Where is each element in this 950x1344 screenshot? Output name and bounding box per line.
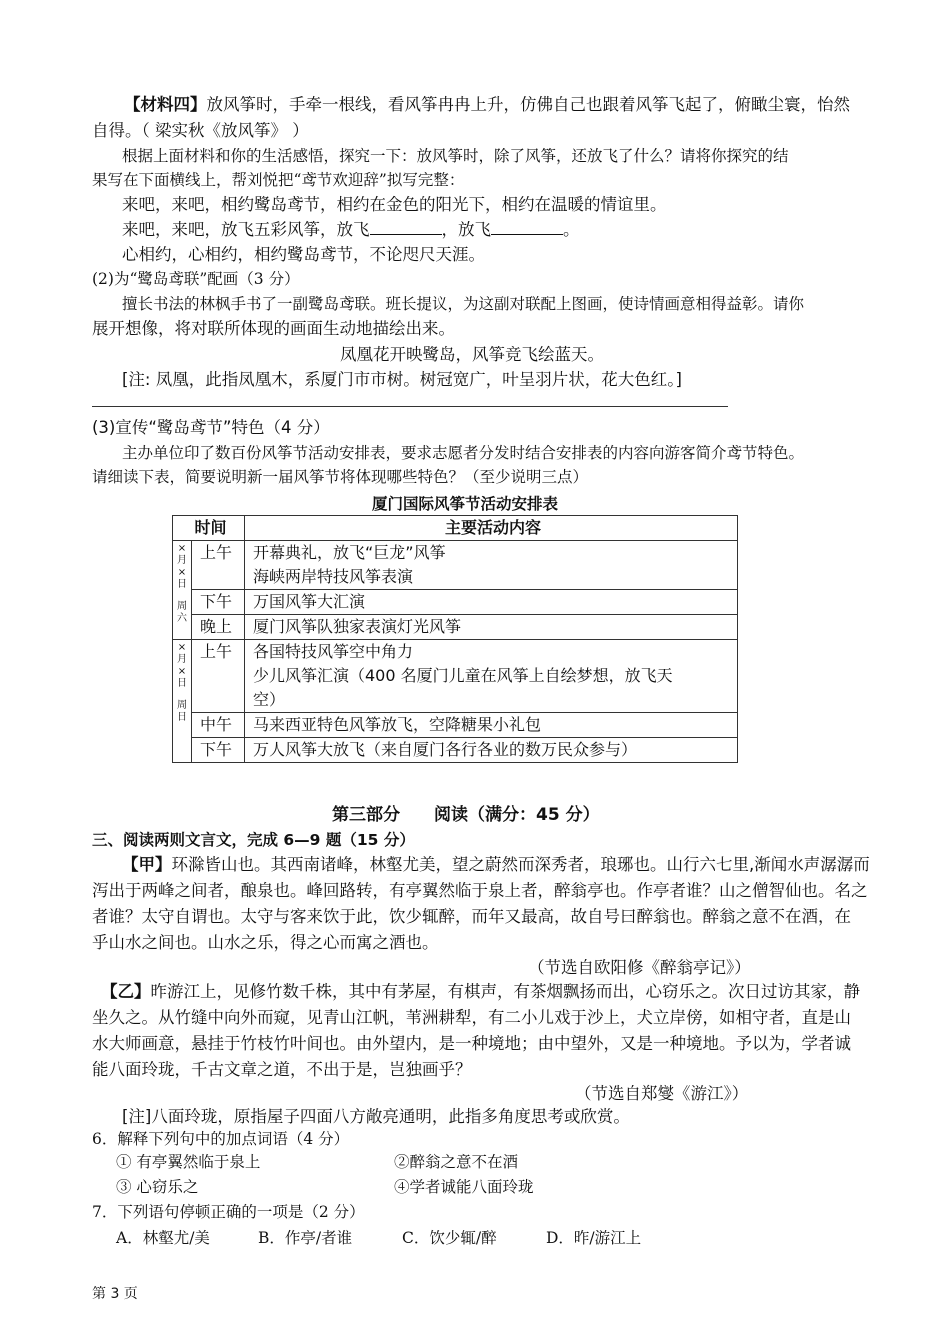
content-cell: 厦门风筝队独家表演灯光风筝 bbox=[245, 615, 738, 640]
time-cell: 晚上 bbox=[192, 615, 245, 640]
time-cell: 上午 bbox=[192, 541, 245, 590]
welcome-verse-1: 来吧，来吧，相约鹭岛鸢节，相约在金色的阳光下，相约在温暖的情谊里。 bbox=[122, 195, 667, 214]
content-cell: 万国风筝大汇演 bbox=[245, 590, 738, 615]
content-cell: 开幕典礼，放飞“巨龙”风筝 海峡两岸特技风筝表演 bbox=[245, 541, 738, 590]
table-row bbox=[173, 640, 738, 713]
q6-option-3: ③ 心窃乐之 bbox=[116, 1178, 199, 1196]
q6-heading: 6．解释下列句中的加点词语（4 分） bbox=[92, 1130, 350, 1148]
task2-line1: 擅长书法的林枫手书了一副鹭岛鸢联。班长提议，为这副对联配上图画，使诗情画意相得益彰。请你 bbox=[122, 295, 805, 313]
section3-heading: 三、阅读两则文言文，完成 6—9 题（15 分） bbox=[92, 831, 415, 849]
jia-line1: 【甲】环滁皆山也。其西南诸峰，林壑尤美，望之蔚然而深秀者，琅琊也。山行六七里,渐闻水声潺潺而 bbox=[122, 855, 870, 874]
yi-line3: 水大师画意，悬挂于竹枝竹叶间也。由外望内，是一种境地；由中望外，又是一种境地。予以为，学者诚 bbox=[92, 1034, 851, 1053]
couplet: 凤凰花开映鹭岛，风筝竞飞绘蓝天。 bbox=[340, 345, 604, 364]
task3-line1: 主办单位印了数百份风筝节活动安排表，要求志愿者分发时结合安排表的内容向游客简介鸢节特色。 bbox=[122, 444, 805, 462]
welcome-verse-3: 心相约，心相约，相约鹭岛鸢节，不论咫尺天涯。 bbox=[122, 245, 485, 264]
jia-source: （节选自欧阳修《醉翁亭记》） bbox=[528, 958, 751, 977]
q7-option-b[interactable]: B．作亭/者谁 bbox=[258, 1229, 353, 1247]
task2-line2: 展开想像，将对联所体现的画面生动地描绘出来。 bbox=[92, 319, 455, 338]
table-header-row bbox=[173, 516, 738, 541]
schedule-table bbox=[172, 515, 738, 763]
yi-tag: 【乙】 bbox=[101, 982, 151, 1001]
task2-heading: (2)为“鹭岛鸢联”配画（3 分） bbox=[92, 270, 300, 288]
content-cell: 万人风筝大放飞（来自厦门各行各业的数万民众参与） bbox=[245, 738, 738, 763]
jia-line4: 乎山水之间也。山水之乐，得之心而寓之酒也。 bbox=[92, 933, 439, 952]
task2-note: [注: 凤凰，此指凤凰木，系厦门市市树。树冠宽广，叶呈羽片状，花大色红。] bbox=[122, 370, 682, 389]
q7-option-d[interactable]: D．昨/游江上 bbox=[546, 1229, 642, 1247]
schedule-title: 厦门国际风筝节活动安排表 bbox=[372, 495, 559, 513]
material4-tag: 【材料四】 bbox=[124, 95, 207, 114]
table-row bbox=[173, 738, 738, 763]
yi-line2: 坐久之。从竹缝中向外而窥，见青山江帆，苇洲耕犁，有二小儿戏于沙上，犬立岸傍，如相守者，直是山 bbox=[92, 1008, 851, 1027]
q6-option-1: ① 有亭翼然临于泉上 bbox=[116, 1153, 261, 1171]
date-cell-day1: × 月 × 日 周 六 bbox=[173, 541, 192, 640]
date-cell-day2: × 月 × 日 周 日 bbox=[173, 640, 192, 763]
time-cell: 下午 bbox=[192, 738, 245, 763]
jia-line2: 泻出于两峰之间者，酿泉也。峰回路转，有亭翼然临于泉上者，醉翁亭也。作亭者谁？山之僧智仙也。名之 bbox=[92, 881, 868, 900]
time-cell: 中午 bbox=[192, 713, 245, 738]
yi-line4: 能八面玲珑，千古文章之道，不出于是，岂独画乎？ bbox=[92, 1060, 472, 1079]
table-row bbox=[173, 615, 738, 640]
page-number: 第 3 页 bbox=[92, 1286, 138, 1302]
table-row bbox=[173, 713, 738, 738]
header-content: 主要活动内容 bbox=[245, 516, 738, 541]
task1-line2: 果写在下面横线上，帮刘悦把“鸢节欢迎辞”拟写完整： bbox=[92, 171, 465, 189]
yi-line1: 【乙】昨游江上，见修竹数千株，其中有茅屋，有棋声，有茶烟飘扬而出，心窃乐之。次日过访其家，静 bbox=[101, 982, 860, 1001]
task3-line2: 请细读下表，简要说明新一届风筝节将体现哪些特色？（至少说明三点） bbox=[92, 468, 589, 486]
jia-line3: 者谁？太守自谓也。太守与客来饮于此，饮少辄醉，而年又最高，故自号曰醉翁也。醉翁之意不在酒，在 bbox=[92, 907, 851, 926]
content-cell: 各国特技风筝空中角力 少儿风筝汇演（400 名厦门儿童在风筝上自绘梦想，放飞天 空） bbox=[245, 640, 738, 713]
answer-line[interactable] bbox=[92, 406, 728, 407]
answer-blank-2[interactable] bbox=[491, 220, 563, 235]
q6-option-2: ②醉翁之意不在酒 bbox=[394, 1153, 519, 1171]
q7-heading: 7．下列语句停顿正确的一项是（2 分） bbox=[92, 1203, 365, 1221]
q6-option-4: ④学者诚能八面玲珑 bbox=[394, 1178, 534, 1196]
part3-title: 第三部分 阅读（满分：45 分） bbox=[332, 805, 600, 825]
task1-line1: 根据上面材料和你的生活感悟，探究一下：放风筝时，除了风筝，还放飞了什么？请将你探究的结 bbox=[122, 147, 789, 165]
yi-note: [注]八面玲珑，原指屋子四面八方敞亮通明，此指多角度思考或欣赏。 bbox=[122, 1107, 630, 1126]
answer-blank-1[interactable] bbox=[370, 220, 442, 235]
content-cell: 马来西亚特色风筝放飞，空降糖果小礼包 bbox=[245, 713, 738, 738]
welcome-verse-2: 来吧，来吧，放飞五彩风筝，放飞 ，放飞 。 bbox=[122, 220, 580, 239]
q7-option-a[interactable]: A．林壑尤/美 bbox=[116, 1229, 210, 1247]
material4-line1: 【材料四】放风筝时，手牵一根线，看风筝冉冉上升，仿佛自己也跟着风筝飞起了，俯瞰尘寰，怡然 bbox=[124, 95, 850, 114]
material4-line2: 自得。（ 梁实秋《放风筝》 ） bbox=[92, 121, 309, 140]
table-row bbox=[173, 541, 738, 590]
table-row bbox=[173, 590, 738, 615]
header-time: 时间 bbox=[173, 516, 245, 541]
task3-heading: (3)宣传“鹭岛鸢节”特色（4 分） bbox=[92, 418, 330, 437]
q7-option-c[interactable]: C．饮少辄/醉 bbox=[402, 1229, 497, 1247]
jia-tag: 【甲】 bbox=[122, 855, 172, 874]
yi-source: （节选自郑燮《游江》） bbox=[575, 1084, 749, 1103]
time-cell: 上午 bbox=[192, 640, 245, 713]
time-cell: 下午 bbox=[192, 590, 245, 615]
